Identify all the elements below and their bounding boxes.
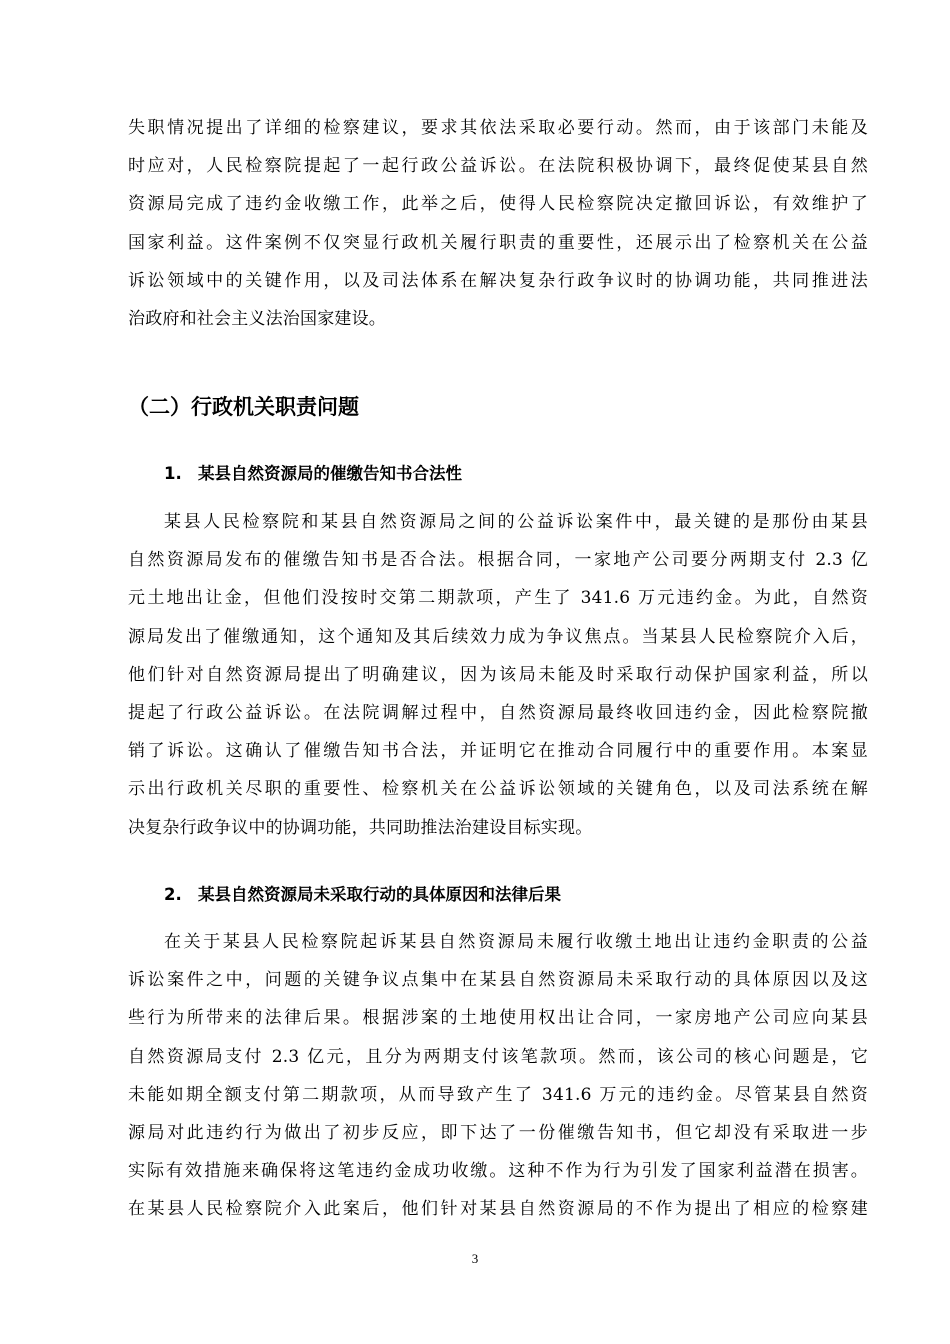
text-line: 自然资源局支付 2.3 亿元，且分为两期支付该笔款项。然而，该公司的核心问题是，它 [128, 1046, 868, 1067]
text-line: 诉讼案件之中，问题的关键争议点集中在某县自然资源局未采取行动的具体原因以及这 [128, 970, 868, 991]
subsection-number: 2. [164, 885, 182, 904]
text-line: 决复杂行政争议中的协调功能，共同助推法治建设目标实现。 [128, 817, 593, 838]
text-line: 源局对此违约行为做出了初步反应，即下达了一份催缴告知书，但它却没有采取进一步 [128, 1122, 868, 1143]
text-line: 他们针对自然资源局提出了明确建议，因为该局未能及时采取行动保护国家利益，所以 [128, 664, 868, 685]
section-heading: （二）行政机关职责问题 [128, 395, 359, 419]
text-line: 诉讼领域中的关键作用，以及司法体系在解决复杂行政争议时的协调功能，共同推进法 [128, 270, 868, 291]
text-line: 些行为所带来的法律后果。根据涉案的土地使用权出让合同，一家房地产公司应向某县 [128, 1008, 868, 1029]
text-line: 时应对，人民检察院提起了一起行政公益诉讼。在法院积极协调下，最终促使某县自然 [128, 156, 868, 177]
subsection-title: 某县自然资源局的催缴告知书合法性 [198, 464, 462, 483]
text-line: 在某县人民检察院介入此案后，他们针对某县自然资源局的不作为提出了相应的检察建 [128, 1199, 868, 1220]
subsection-number: 1. [164, 464, 182, 483]
text-line: 提起了行政公益诉讼。在法院调解过程中，自然资源局最终收回违约金，因此检察院撤 [128, 702, 868, 723]
text-line: 某县人民检察院和某县自然资源局之间的公益诉讼案件中，最关键的是那份由某县 [164, 512, 868, 532]
text-line: 资源局完成了违约金收缴工作，此举之后，使得人民检察院决定撤回诉讼，有效维护了 [128, 194, 868, 215]
text-line: 国家利益。这件案例不仅突显行政机关履行职责的重要性，还展示出了检察机关在公益 [128, 232, 868, 253]
paragraph-2 [128, 923, 868, 1229]
text-line: 源局发出了催缴通知，这个通知及其后续效力成为争议焦点。当某县人民检察院介入后， [128, 626, 868, 647]
text-line: 元土地出让金，但他们没按时交第二期款项，产生了 341.6 万元违约金。为此，自然资 [128, 588, 868, 609]
subsection-title: 某县自然资源局未采取行动的具体原因和法律后果 [198, 885, 561, 904]
text-line: 失职情况提出了详细的检察建议，要求其依法采取必要行动。然而，由于该部门未能及 [128, 118, 868, 138]
text-line: 示出行政机关尽职的重要性、检察机关在公益诉讼领域的关键角色，以及司法系统在解 [128, 779, 868, 800]
text-line: 实际有效措施来确保将这笔违约金成功收缴。这种不作为行为引发了国家利益潜在损害。 [128, 1161, 868, 1182]
subsection-heading-2 [164, 880, 561, 910]
subsection-heading-1 [164, 459, 462, 489]
paragraph-continued [128, 109, 868, 338]
text-line: 在关于某县人民检察院起诉某县自然资源局未履行收缴土地出让违约金职责的公益 [164, 932, 868, 952]
text-line: 治政府和社会主义法治国家建设。 [128, 308, 386, 329]
paragraph-1 [128, 503, 868, 847]
text-line: 销了诉讼。这确认了催缴告知书合法，并证明它在推动合同履行中的重要作用。本案显 [128, 741, 868, 762]
text-line: 自然资源局发布的催缴告知书是否合法。根据合同，一家地产公司要分两期支付 2.3 亿 [128, 550, 868, 571]
text-line: 未能如期全额支付第二期款项，从而导致产生了 341.6 万元的违约金。尽管某县自然资 [128, 1084, 868, 1105]
page-number: 3 [471, 1251, 479, 1266]
